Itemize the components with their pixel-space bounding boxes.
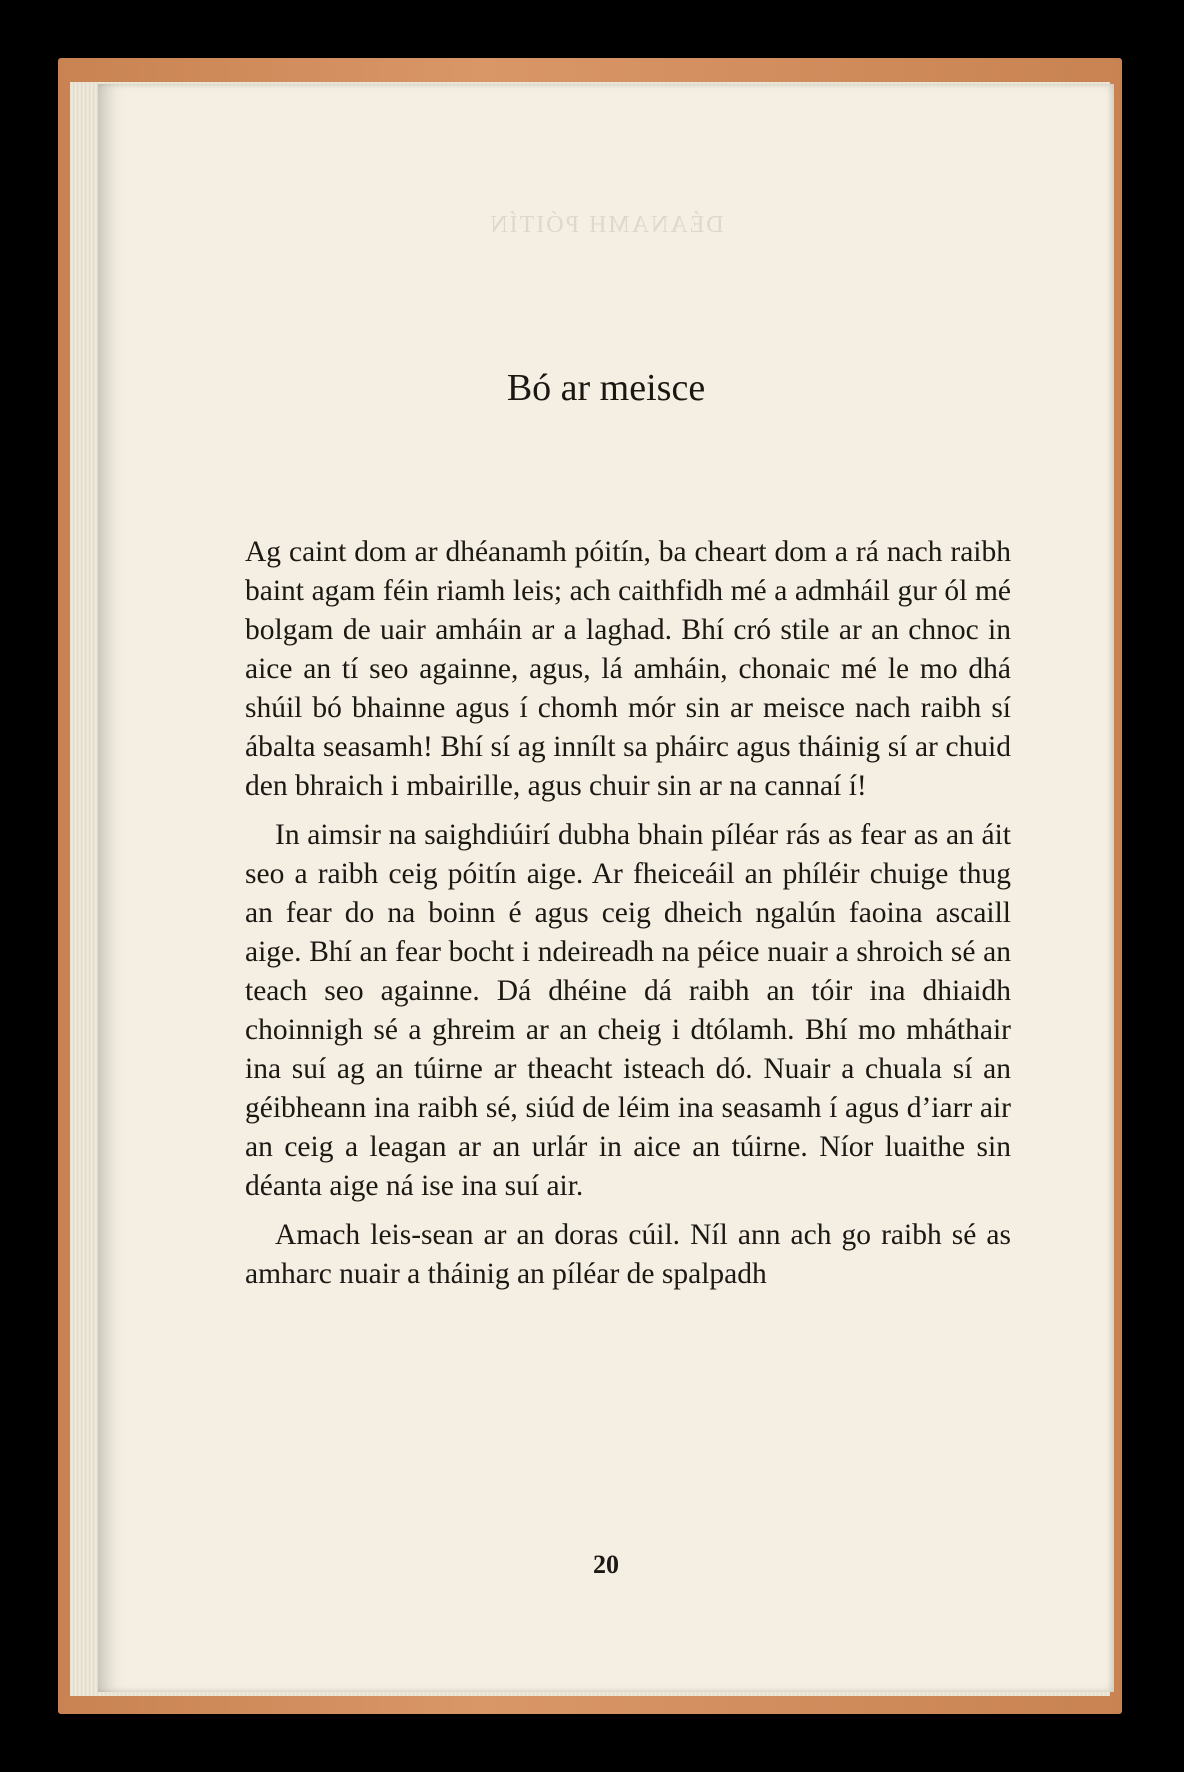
body-text — [245, 533, 1011, 1304]
paragraph-1: Ag caint dom ar dhéanamh póitín, ba cheart dom a rá nach raibh baint agam féin riamh leis; ach caithfidh mé a admháil gur ól mé bolgam de uair amháin ar a laghad. Bhí cró stile ar an chnoc in aice an tí seo againne, agus, lá amháin, chonaic mé le mo dhá shúil bó bhainne agus í chomh mór sin ar meisce nach raibh sí ábalta seasamh! Bhí sí ag innílt sa pháirc agus tháinig sí ar chuid den bhraich i mbairille, agus chuir sin ar na cannaí í! — [245, 536, 1011, 802]
paragraph-2: In aimsir na saighdiúirí dubha bhain píléar rás as fear as an áit seo a raibh ceig póitín aige. Ar fheiceáil an phíléir chuige thug an fear do na boinn é agus ceig dheich ngalún faoina ascaill aige. Bhí an fear bocht i ndeireadh na péice nuair a shroich sé an teach seo againne. Dá dhéine dá raibh an tóir ina dhiaidh choinnigh sé a ghreim ar an cheig i dtólamh. Bhí mo mháthair ina suí ag an túirne ar theacht isteach dó. Nuair a chuala sí an géibheann ina raibh sé, siúd de léim ina seasamh í agus d’iarr air an ceig a leagan ar an urlár in aice an túirne. Níor luaithe sin déanta aige ná ise ina suí air. — [245, 819, 1011, 1202]
book-page — [98, 84, 1114, 1692]
page-number: 20 — [593, 1550, 619, 1579]
chapter-title: Bó ar meisce — [506, 367, 706, 409]
paragraph-3: Amach leis-sean ar an doras cúil. Níl ann ach go raibh sé as amharc nuair a tháinig an píléar de spalpadh — [245, 1219, 1011, 1290]
bleed-through-header: DÉANAMH PÓITÍN — [488, 212, 724, 238]
